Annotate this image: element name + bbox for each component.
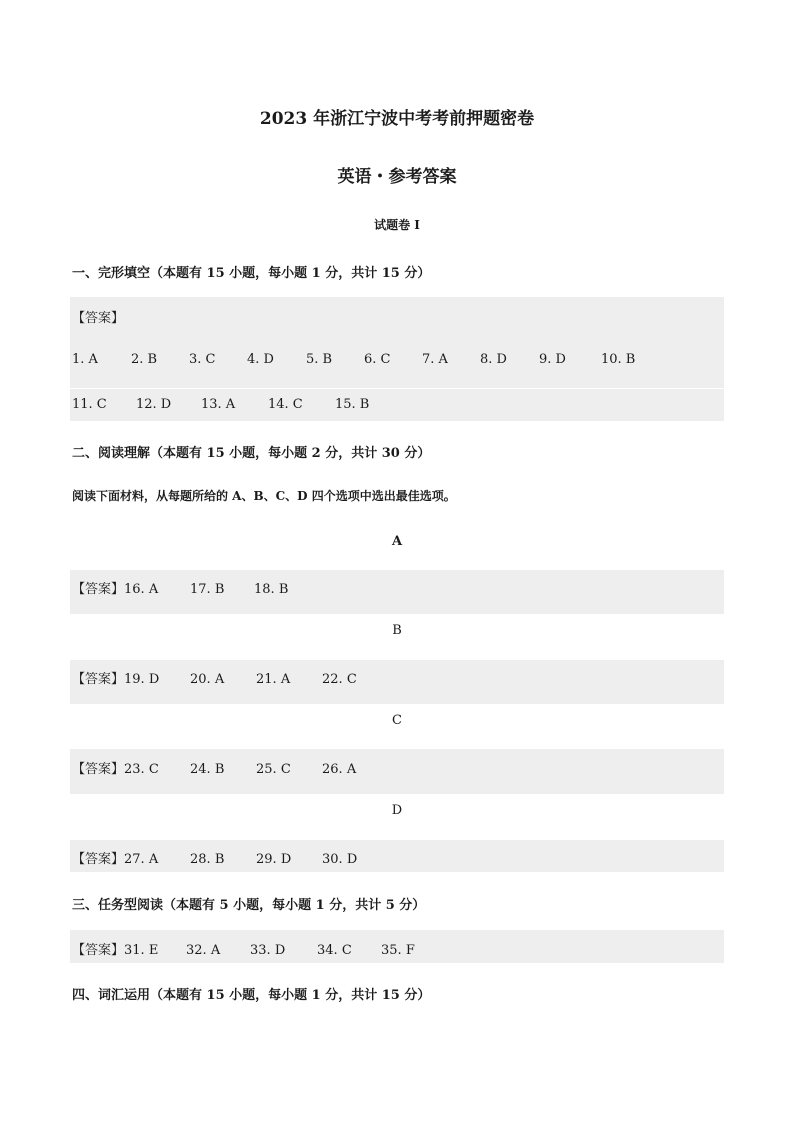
answer-item: 5. B — [306, 352, 333, 367]
answer-item: 26. A — [322, 762, 357, 777]
answer-label: 【答案】 — [72, 672, 125, 687]
answer-item: 21. A — [256, 672, 291, 687]
answer-label: 【答案】 — [72, 762, 125, 777]
answer-item: 24. B — [190, 762, 225, 777]
answer-item: 1. A — [72, 352, 98, 367]
answer-label: 【答案】 — [72, 311, 125, 326]
section-heading-task-reading: 三、任务型阅读（本题有 5 小题，每小题 1 分，共计 5 分） — [72, 898, 426, 913]
answer-item: 14. C — [268, 397, 303, 412]
answer-item: 34. C — [317, 943, 352, 958]
answer-label: 【答案】 — [72, 852, 125, 867]
document-subtitle: 英语・参考答案 — [337, 167, 457, 187]
answer-item: 20. A — [190, 672, 225, 687]
answer-item: 6. C — [364, 352, 391, 367]
answer-item: 8. D — [480, 352, 507, 367]
section-heading-cloze: 一、完形填空（本题有 15 小题，每小题 1 分，共计 15 分） — [72, 266, 431, 281]
answer-item: 16. A — [124, 582, 159, 597]
section-instruction: 阅读下面材料，从每题所给的 A、B、C、D 四个选项中选出最佳选项。 — [72, 489, 456, 503]
answer-item: 23. C — [124, 762, 159, 777]
section-heading-vocabulary: 四、词汇运用（本题有 15 小题，每小题 1 分，共计 15 分） — [72, 988, 431, 1003]
answer-item: 19. D — [124, 672, 160, 687]
answer-item: 2. B — [131, 352, 158, 367]
answer-item: 3. C — [189, 352, 216, 367]
answer-row — [72, 848, 357, 867]
answer-item: 27. A — [124, 852, 159, 867]
answer-item: 10. B — [601, 352, 636, 367]
paper-label: 试题卷 I — [374, 218, 420, 232]
answer-item: 32. A — [186, 943, 221, 958]
answer-item: 9. D — [539, 352, 566, 367]
passage-label: A — [391, 534, 403, 549]
answer-item: 17. B — [190, 582, 225, 597]
answer-label: 【答案】 — [72, 943, 125, 958]
answer-item: 25. C — [256, 762, 291, 777]
answer-item: 28. B — [190, 852, 225, 867]
answer-item: 12. D — [136, 397, 172, 412]
answer-row — [72, 668, 357, 687]
answer-block-cloze — [70, 297, 724, 388]
answer-row — [72, 939, 415, 958]
answer-item: 33. D — [250, 943, 286, 958]
answer-item: 4. D — [247, 352, 274, 367]
answer-item: 7. A — [422, 352, 448, 367]
answer-row — [72, 352, 635, 367]
answer-item: 35. F — [381, 943, 415, 958]
answer-item: 30. D — [322, 852, 358, 867]
answer-label: 【答案】 — [72, 582, 125, 597]
answer-item: 15. B — [335, 397, 370, 412]
passage-label: B — [392, 623, 402, 638]
document-title: 2023 年浙江宁波中考考前押题密卷 — [259, 109, 535, 129]
answer-item: 22. C — [322, 672, 357, 687]
passage-label: D — [391, 803, 403, 818]
answer-item: 31. E — [124, 943, 159, 958]
answer-item: 11. C — [72, 397, 107, 412]
answer-row — [72, 578, 288, 597]
answer-item: 13. A — [201, 397, 236, 412]
answer-row — [72, 758, 356, 777]
answer-row — [72, 397, 369, 412]
answer-item: 18. B — [254, 582, 289, 597]
section-heading-reading: 二、阅读理解（本题有 15 小题，每小题 2 分，共计 30 分） — [72, 446, 431, 461]
answer-item: 29. D — [256, 852, 292, 867]
passage-label: C — [392, 713, 402, 728]
